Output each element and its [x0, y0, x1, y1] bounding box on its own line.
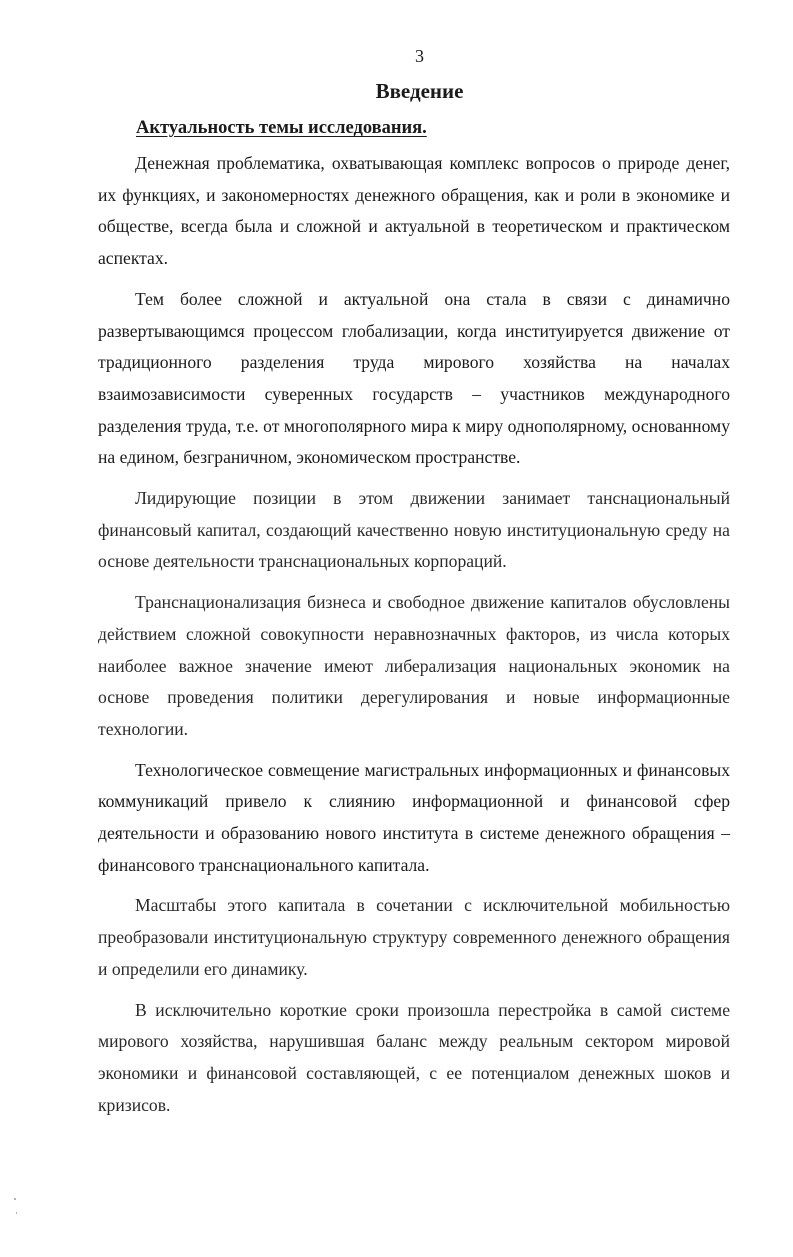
paragraph: В исключительно короткие сроки произошла перестройка в самой системе мирового хозяйства, нарушившая баланс между реальным сектором мировой экономики и финансовой составляющей, с ее потенциалом денежных шоков и кризисов. [98, 999, 730, 1115]
paragraph: Тем более сложной и актуальной она стала в связи с динамично развертывающимся процессом глобализации, когда институируется движение от традиционного разделения труда мирового хозяйства на началах взаимозависимости суверенных государств – участников международного разделения труда, т.е. от многополярного мира к миру однополярному, основанному на едином, безграничном, экономическом пространстве. [98, 288, 730, 468]
page-title: Введение [375, 79, 464, 103]
body-text [98, 148, 730, 1130]
page-number: 3 [415, 46, 424, 66]
paragraph: Масштабы этого капитала в сочетании с исключительной мобильностью преобразовали институциональную структуру современного денежного обращения и определили его динамику. [98, 895, 730, 979]
section-heading: Актуальность темы исследования. [136, 118, 427, 138]
paragraph: Технологическое совмещение магистральных информационных и финансовых коммуникаций привело к слиянию информационной и финансовой сфер деятельности и образованию нового института в системе денежного обращения – финансового транснационального капитала. [98, 759, 730, 875]
paragraph: Денежная проблематика, охватывающая комплекс вопросов о природе денег, их функциях, и закономерностях денежного обращения, как и роли в экономике и обществе, всегда была и сложной и актуальной в теоретическом и практическом аспектах. [98, 153, 730, 269]
scan-artifact [14, 1198, 16, 1200]
paragraph: Лидирующие позиции в этом движении занимает танснациональный финансовый капитал, создающий качественно новую институциональную среду на основе деятельности транснациональных корпораций. [98, 488, 730, 572]
paragraph: Транснационализация бизнеса и свободное движение капиталов обусловлены действием сложной совокупности неравнозначных факторов, из числа которых наиболее важное значение имеют либерализация национальных экономик на основе проведения политики дерегулирования и новые информационные технологии. [98, 592, 730, 739]
scan-artifact [16, 1212, 17, 1214]
